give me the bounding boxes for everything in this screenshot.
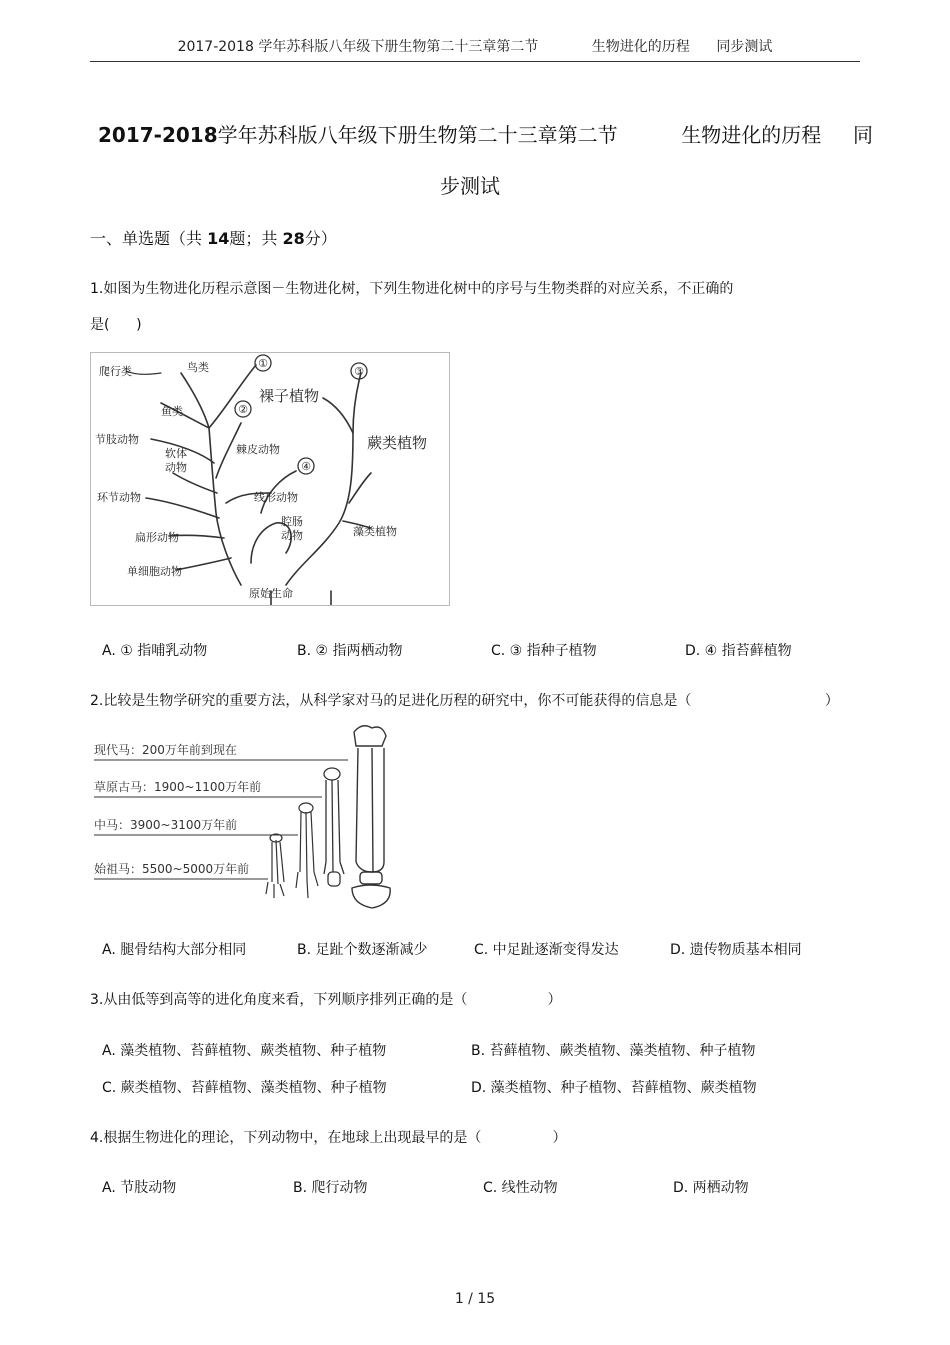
label-fern: 蕨类植物: [367, 434, 428, 452]
question-1-option-c[interactable]: C. ③ 指种子植物: [491, 643, 597, 659]
title-text: 学年苏科版八年级下册生物第二十三章第二节 生物进化的历程 同: [217, 123, 874, 147]
question-4-option-d[interactable]: D. 两栖动物: [673, 1180, 749, 1196]
question-4-option-b[interactable]: B. 爬行动物: [293, 1180, 368, 1196]
document-title-line-2: 步测试: [440, 174, 500, 198]
modern-horse-foot-bones: [352, 726, 390, 908]
header-divider: [90, 61, 860, 62]
label-coelenterate-1: 腔肠: [281, 515, 303, 528]
running-header: 2017-2018 学年苏科版八年级下册生物第二十三章第二节 生物进化的历程 同步测试: [177, 39, 773, 55]
question-3-option-d[interactable]: D. 藻类植物、种子植物、苔藓植物、蕨类植物: [471, 1080, 757, 1096]
label-nematode: 线形动物: [254, 491, 298, 504]
mesohippus-foot-bones: [296, 803, 318, 898]
marker-3: ③: [354, 365, 364, 378]
label-fish: 鱼类: [161, 405, 183, 418]
question-3-option-a[interactable]: A. 藻类植物、苔藓植物、蕨类植物、种子植物: [102, 1043, 387, 1059]
question-2-option-d[interactable]: D. 遗传物质基本相同: [670, 942, 802, 958]
title-year: 2017-2018: [98, 123, 218, 147]
label-mesohippus: 中马：3900~3100万年前: [94, 818, 238, 832]
question-1-text-cont: 是( ): [90, 317, 142, 333]
label-origin: 原始生命: [249, 587, 293, 600]
question-2-option-b[interactable]: B. 足趾个数逐渐减少: [297, 942, 428, 958]
question-1-text: 1.如图为生物进化历程示意图－生物进化树，下列生物进化树中的序号与生物类群的对应关系，不正确的: [90, 281, 734, 297]
marker-4: ④: [301, 460, 311, 473]
branch-bird: [181, 373, 209, 428]
branch-1: [209, 365, 256, 428]
merychippus-foot-bones: [324, 768, 344, 886]
label-protozoa: 单细胞动物: [127, 565, 182, 578]
question-2-text: 2.比较是生物学研究的重要方法，从科学家对马的足进化历程的研究中，你不可能获得的信息是（ ）: [90, 693, 839, 709]
label-annelid: 环节动物: [97, 491, 141, 504]
eohippus-foot-bones: [266, 834, 284, 898]
label-coelenterate-2: 动物: [281, 529, 303, 542]
question-4-option-c[interactable]: C. 线性动物: [483, 1180, 558, 1196]
question-3-text: 3.从由低等到高等的进化角度来看，下列顺序排列正确的是（ ）: [90, 992, 562, 1008]
section-heading: 一、单选题（共 14题；共 28分）: [90, 229, 337, 248]
question-4-option-a[interactable]: A. 节肢动物: [102, 1180, 177, 1196]
label-flatworm: 扁形动物: [135, 531, 179, 544]
branch-fern: [349, 473, 371, 503]
label-mollusk-2: 动物: [165, 461, 187, 474]
label-echinoderm: 棘皮动物: [236, 443, 280, 456]
question-2-option-c[interactable]: C. 中足趾逐渐变得发达: [474, 942, 619, 958]
evolution-tree-figure: [90, 352, 450, 606]
question-1-option-b[interactable]: B. ② 指两栖动物: [297, 643, 403, 659]
label-algae: 藻类植物: [353, 525, 397, 538]
question-4-text: 4.根据生物进化的理论，下列动物中，在地球上出现最早的是（ ）: [90, 1130, 567, 1146]
marker-2: ②: [238, 403, 248, 416]
question-1-option-d[interactable]: D. ④ 指苔藓植物: [685, 643, 792, 659]
horse-foot-figure: [90, 722, 400, 910]
label-eohippus: 始祖马：5500~5000万年前: [94, 862, 250, 876]
label-merychippus: 草原古马：1900~1100万年前: [94, 780, 262, 794]
question-3-option-c[interactable]: C. 蕨类植物、苔藓植物、藻类植物、种子植物: [102, 1080, 387, 1096]
branch-gymnosperm: [323, 398, 353, 433]
marker-1: ①: [258, 357, 268, 370]
label-modern-horse: 现代马：200万年前到现在: [94, 743, 237, 757]
label-bird: 鸟类: [187, 361, 209, 374]
evolution-tree-diagram: [91, 353, 449, 605]
question-1-option-a[interactable]: A. ① 指哺乳动物: [102, 643, 208, 659]
question-2-option-a[interactable]: A. 腿骨结构大部分相同: [102, 942, 247, 958]
label-mollusk-1: 软体: [165, 447, 187, 460]
document-title-line-1: [98, 119, 873, 148]
question-3-option-b[interactable]: B. 苔藓植物、蕨类植物、藻类植物、种子植物: [471, 1043, 756, 1059]
horse-foot-diagram: [90, 722, 400, 910]
label-reptile: 爬行类: [99, 365, 132, 378]
page-number: 1 / 15: [454, 1291, 496, 1307]
label-arthropod: 节肢动物: [95, 433, 139, 446]
label-gymnosperm: 裸子植物: [259, 387, 320, 405]
